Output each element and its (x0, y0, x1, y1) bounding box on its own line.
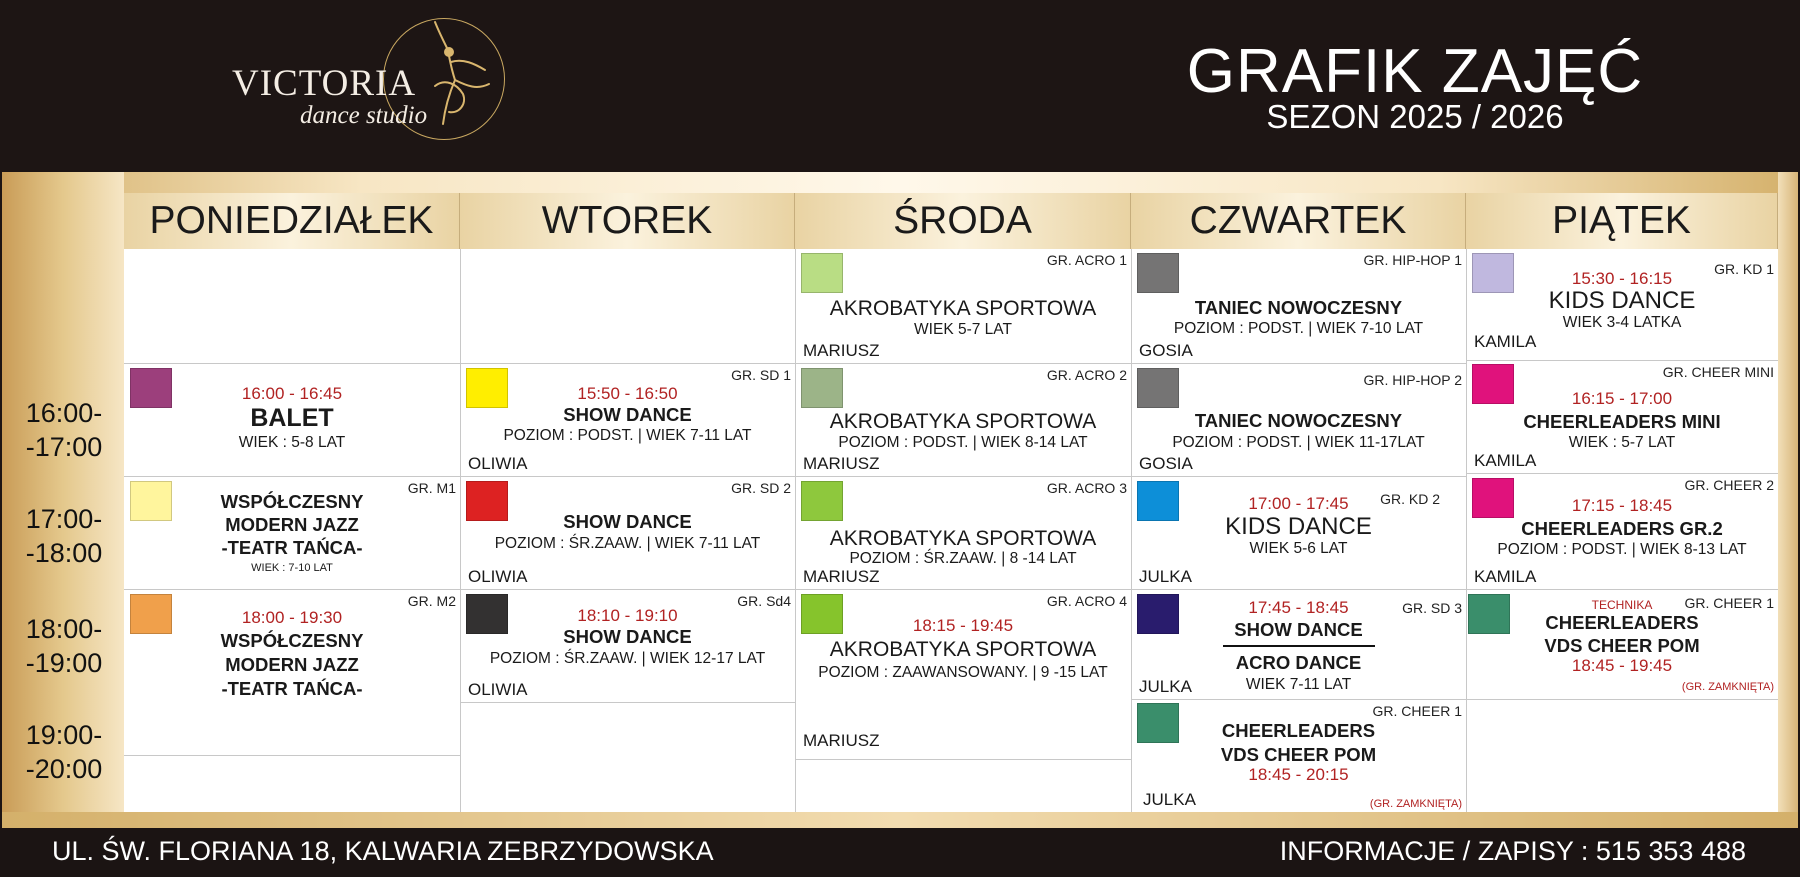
class-cell-thursday-hiphop2[interactable] (1131, 364, 1466, 477)
teacher-name: GOSIA (1139, 341, 1193, 360)
group-label: GR. ACRO 2 (1046, 367, 1127, 383)
color-swatch (801, 368, 843, 408)
color-swatch (1137, 253, 1179, 293)
class-cell-tuesday-sd4[interactable] (460, 590, 795, 703)
bottom-gold-strip (2, 812, 1798, 828)
class-cell-thursday-sd3[interactable] (1131, 590, 1466, 700)
class-cell-empty (460, 249, 795, 364)
class-info: WIEK : 5-7 LAT (1568, 434, 1676, 451)
class-cell-wednesday-acro2[interactable] (795, 364, 1131, 477)
teacher-name: OLIWIA (468, 567, 528, 586)
address-text: UL. ŚW. FLORIANA 18, KALWARIA ZEBRZYDOWSKA (52, 836, 714, 866)
teacher-name: MARIUSZ (803, 341, 880, 360)
class-time: 18:45 - 20:15 (1248, 765, 1349, 784)
page-title: GRAFIK ZAJĘĆ (1186, 37, 1644, 106)
teacher-name: MARIUSZ (803, 567, 880, 586)
group-label: GR. Sd4 (737, 593, 791, 609)
class-title: TANIEC NOWOCZESNY (1194, 297, 1403, 318)
brand-subtitle: dance studio (300, 102, 428, 129)
class-cell-friday-cheer-mini[interactable] (1466, 361, 1778, 474)
day-header-friday: PIĄTEK (1466, 193, 1778, 249)
class-time: 18:15 - 19:45 (912, 616, 1014, 635)
class-cell-friday-cheer1[interactable] (1466, 590, 1778, 700)
teacher-name: OLIWIA (468, 680, 528, 699)
class-cell-wednesday-acro3[interactable] (795, 477, 1131, 590)
class-title: TANIEC NOWOCZESNY (1194, 410, 1403, 431)
teacher-name: OLIWIA (468, 454, 528, 473)
group-label: GR. SD 3 (1402, 600, 1462, 616)
class-info: WIEK 5-6 LAT (1249, 540, 1348, 557)
group-label: GR. HIP-HOP 2 (1363, 372, 1462, 388)
group-label: GR. CHEER 1 (1372, 703, 1462, 719)
class-title-line3: -TEATR TAŃCA- (221, 678, 363, 699)
class-time: 17:15 - 18:45 (1571, 496, 1673, 515)
brand-name: VICTORIA (232, 63, 417, 104)
class-title-line2: VDS CHEER POM (1544, 635, 1700, 656)
class-time: 16:00 - 16:45 (241, 384, 343, 403)
day-header-tuesday: WTOREK (460, 193, 795, 249)
class-cell-empty (1466, 700, 1778, 812)
class-title-line3: -TEATR TAŃCA- (221, 537, 363, 558)
class-info: POZIOM : PODST. | WIEK 7-11 LAT (503, 427, 752, 444)
class-info: POZIOM : PODST. | WIEK 8-14 LAT (838, 434, 1088, 451)
class-cell-thursday-cheer1[interactable] (1131, 700, 1466, 812)
group-label: GR. ACRO 3 (1046, 480, 1127, 496)
gold-strip (2, 172, 1798, 194)
class-info: WIEK 5-7 LAT (914, 321, 1012, 338)
class-cell-thursday-hiphop1[interactable] (1131, 249, 1466, 364)
class-time: 18:00 - 19:30 (241, 608, 343, 627)
class-time: 17:00 - 17:45 (1248, 494, 1349, 513)
class-time: 15:50 - 16:50 (577, 384, 678, 403)
group-label: GR. M2 (407, 593, 456, 609)
class-title: AKROBATYKA SPORTOWA (829, 410, 1097, 433)
class-title-line2: MODERN JAZZ (225, 514, 359, 535)
group-label: GR. HIP-HOP 1 (1363, 252, 1462, 268)
teacher-name: KAMILA (1474, 332, 1537, 351)
day-header-thursday: CZWARTEK (1131, 193, 1466, 249)
class-title-line2: VDS CHEER POM (1220, 744, 1377, 765)
class-cell-monday-jazz-m1[interactable] (124, 477, 460, 590)
class-cell-wednesday-acro1[interactable] (795, 249, 1131, 364)
closed-group-note: (GR. ZAMKNIĘTA) (1369, 798, 1462, 810)
class-title-line2: MODERN JAZZ (225, 654, 359, 675)
footer-band (0, 828, 1800, 877)
class-cell-thursday-kd2[interactable] (1131, 477, 1466, 590)
class-title: CHEERLEADERS GR.2 (1521, 518, 1723, 539)
group-label: GR. KD 1 (1714, 261, 1774, 277)
time-label-18: 18:00- -19:00 (25, 614, 103, 678)
class-title: BALET (250, 404, 334, 432)
class-title: CHEERLEADERS MINI (1523, 411, 1721, 432)
class-time: 18:45 - 19:45 (1571, 656, 1673, 675)
class-title: SHOW DANCE (1234, 619, 1363, 640)
class-cell-tuesday-sd1[interactable] (460, 364, 795, 477)
class-cell-friday-cheer2[interactable] (1466, 474, 1778, 590)
class-info: POZIOM : PODST. | WIEK 7-10 LAT (1173, 320, 1424, 337)
day-header-wednesday: ŚRODA (795, 193, 1131, 249)
class-title: KIDS DANCE (1548, 287, 1696, 314)
class-info: POZIOM : ŚR.ZAAW. | WIEK 12-17 LAT (489, 650, 766, 667)
group-label: GR. SD 1 (731, 367, 791, 383)
class-title-line1: WSPÓŁCZESNY (220, 491, 364, 512)
group-label: GR. CHEER 1 (1684, 595, 1774, 611)
class-title: AKROBATYKA SPORTOWA (829, 297, 1097, 320)
time-label-17: 17:00- -18:00 (25, 504, 103, 568)
time-label-19: 19:00- -20:00 (25, 720, 103, 784)
class-title: SHOW DANCE (563, 404, 692, 425)
technique-label: TECHNIKA (1591, 598, 1653, 612)
teacher-name: JULKA (1143, 790, 1196, 809)
class-info: WIEK : 5-8 LAT (238, 434, 346, 451)
teacher-name: MARIUSZ (803, 454, 880, 473)
class-title-line1: WSPÓŁCZESNY (220, 630, 364, 651)
group-label: GR. CHEER MINI (1662, 364, 1774, 380)
class-info: WIEK 7-11 LAT (1245, 676, 1352, 693)
class-info: POZIOM : ZAAWANSOWANY. | 9 -15 LAT (818, 664, 1108, 681)
teacher-name: KAMILA (1474, 451, 1537, 470)
teacher-name: GOSIA (1139, 454, 1193, 473)
group-label: GR. ACRO 1 (1046, 252, 1127, 268)
group-label: GR. M1 (407, 480, 456, 496)
class-info: POZIOM : ŚR.ZAAW. | WIEK 7-11 LAT (494, 535, 761, 552)
color-swatch (801, 481, 843, 521)
group-label: GR. ACRO 4 (1046, 593, 1127, 609)
class-info: WIEK 3-4 LATKA (1562, 314, 1682, 331)
class-time: 18:10 - 19:10 (577, 606, 678, 625)
class-title: SHOW DANCE (563, 511, 692, 532)
class-time: 16:15 - 17:00 (1571, 389, 1673, 408)
teacher-name: JULKA (1139, 567, 1192, 586)
class-info: POZIOM : PODST. | WIEK 8-13 LAT (1497, 541, 1747, 558)
teacher-name: JULKA (1139, 677, 1192, 696)
closed-group-note: (GR. ZAMKNIĘTA) (1681, 681, 1774, 693)
teacher-name: MARIUSZ (803, 731, 880, 750)
class-info: WIEK : 7-10 LAT (251, 562, 333, 574)
class-title: SHOW DANCE (563, 626, 692, 647)
class-cell-friday-kd1[interactable] (1466, 249, 1778, 361)
class-info: POZIOM : PODST. | WIEK 11-17LAT (1172, 434, 1425, 451)
class-cell-empty (124, 249, 460, 364)
group-label: GR. SD 2 (731, 480, 791, 496)
class-time: 17:45 - 18:45 (1248, 598, 1349, 617)
group-label: GR. KD 2 (1380, 491, 1440, 507)
class-title-line1: CHEERLEADERS (1545, 612, 1699, 633)
class-time: 15:30 - 16:15 (1571, 269, 1673, 288)
group-label: GR. CHEER 2 (1684, 477, 1774, 493)
class-title-2: ACRO DANCE (1235, 652, 1362, 673)
class-cell-wednesday-acro4[interactable] (795, 590, 1131, 760)
class-title: KIDS DANCE (1225, 513, 1372, 540)
class-cell-tuesday-sd2[interactable] (460, 477, 795, 590)
contact-text: INFORMACJE / ZAPISY : 515 353 488 (1279, 836, 1746, 866)
class-cell-monday-jazz-m2[interactable] (124, 590, 460, 756)
season-label: SEZON 2025 / 2026 (1266, 98, 1564, 135)
class-title: AKROBATYKA SPORTOWA (829, 638, 1097, 661)
day-header-monday: PONIEDZIAŁEK (124, 193, 460, 249)
color-swatch (1137, 368, 1179, 408)
class-title: AKROBATYKA SPORTOWA (829, 527, 1097, 550)
teacher-name: KAMILA (1474, 567, 1537, 586)
title-separator (1131, 642, 1466, 650)
class-cell-monday-balet[interactable] (124, 364, 460, 477)
time-label-16: 16:00- -17:00 (25, 398, 103, 462)
class-info: POZIOM : ŚR.ZAAW. | 8 -14 LAT (849, 550, 1077, 567)
class-title-line1: CHEERLEADERS (1221, 720, 1376, 741)
color-swatch (801, 253, 843, 293)
right-gold-border (1778, 172, 1798, 824)
